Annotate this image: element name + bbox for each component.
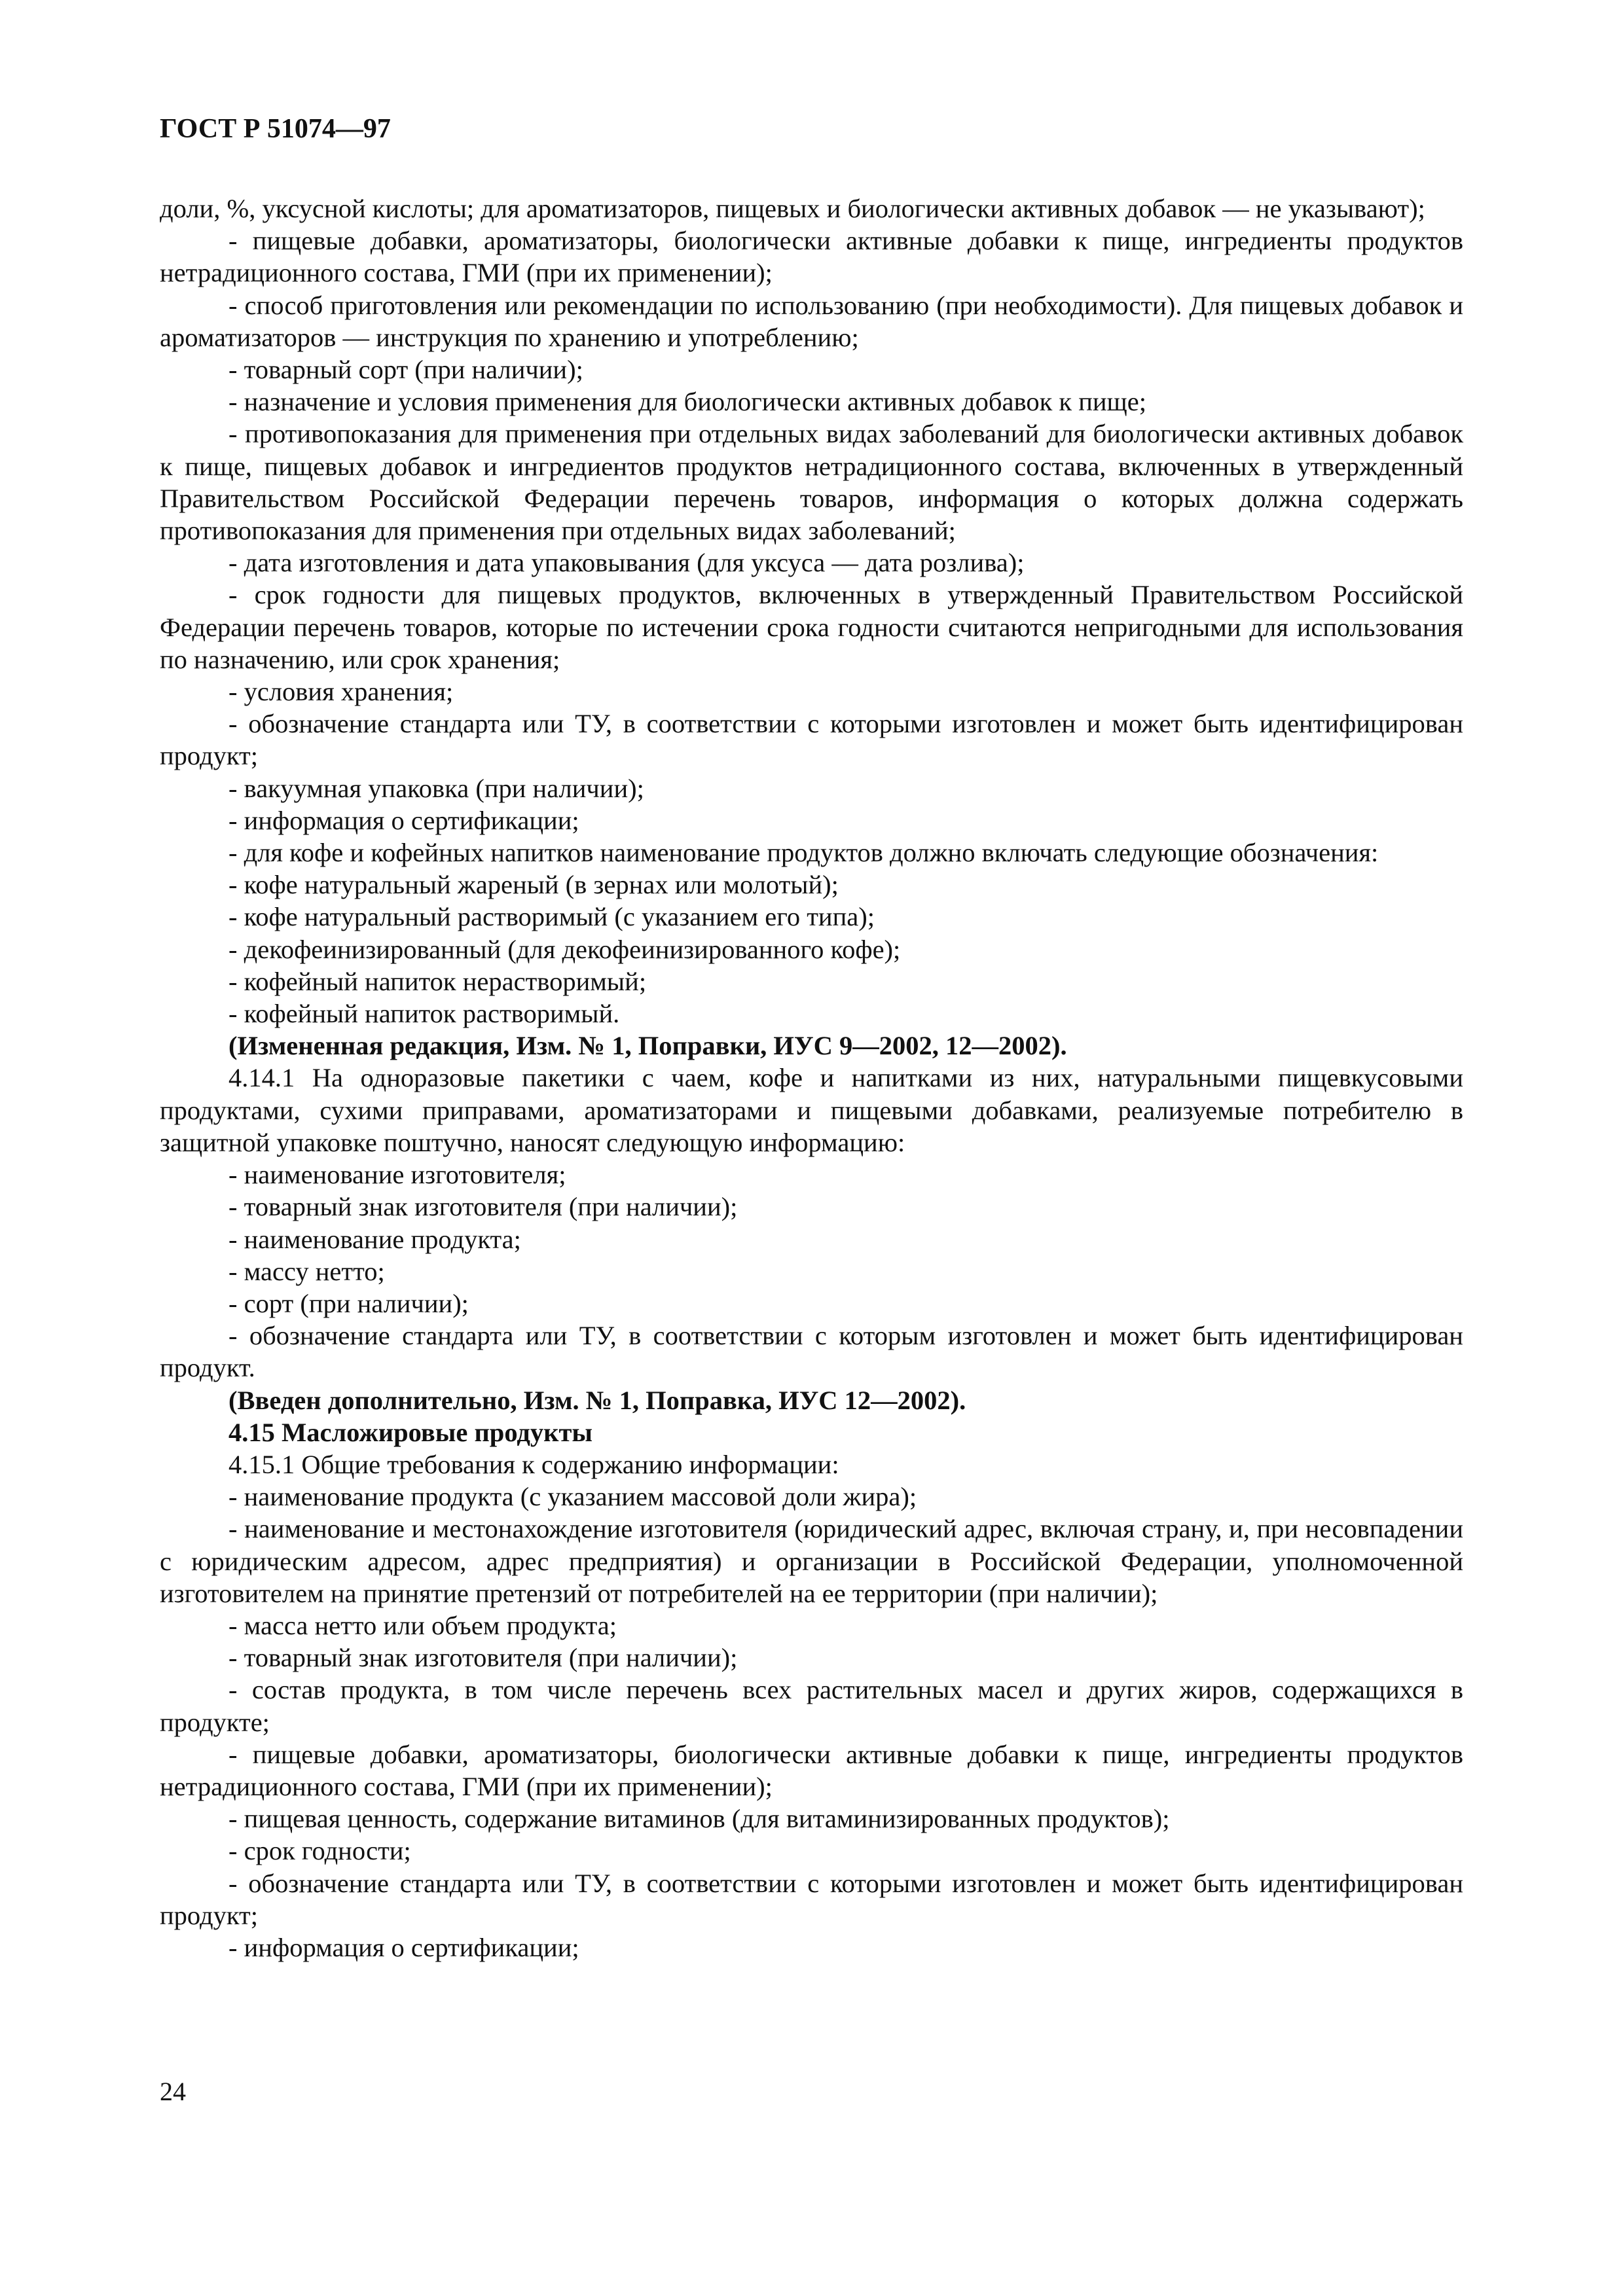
paragraph: - назначение и условия применения для биологически активных добавок к пище;: [228, 387, 1146, 417]
paragraph: (Измененная редакция, Изм. № 1, Поправки, ИУС 9—2002, 12—2002).: [228, 1031, 1067, 1061]
paragraph: - кофейный напиток нерастворимый;: [228, 966, 647, 996]
paragraph: (Введен дополнительно, Изм. № 1, Поправка, ИУС 12—2002).: [228, 1385, 966, 1415]
paragraph: - кофейный напиток растворимый.: [228, 999, 620, 1029]
paragraph: - массу нетто;: [228, 1256, 385, 1286]
paragraph: - пищевые добавки, ароматизаторы, биологически активные добавки к пище, ингредиенты продуктов нетрадиционного состава, ГМИ (при их применении);: [160, 1739, 1463, 1801]
paragraph: - пищевые добавки, ароматизаторы, биологически активные добавки к пище, ингредиенты продуктов нетрадиционного состава, ГМИ (при их применении);: [160, 226, 1463, 288]
paragraph: - наименование продукта (с указанием массовой доли жира);: [228, 1482, 917, 1512]
paragraph: - декофеинизированный (для декофеинизированного кофе);: [228, 934, 901, 964]
paragraph: - противопоказания для применения при отдельных видах заболеваний для биологически активных добавок к пище, пищевых добавок и ингредиентов продуктов нетрадиционного состава, включенных в утвержденный Правительством Российской Федерации перечень товаров, информация о которых должна содержать противопоказания для применения при отдельных видах заболеваний;: [160, 419, 1463, 546]
paragraph: - сорт (при наличии);: [228, 1288, 469, 1318]
paragraph: 4.15 Масложировые продукты: [228, 1417, 593, 1447]
paragraph: - товарный знак изготовителя (при наличии);: [228, 1192, 738, 1222]
paragraph: - наименование и местонахождение изготовителя (юридический адрес, включая страну, и, при несовпадении с юридическим адресом, адрес предприятия) и организации в Российской Федерации, уполномоченной изготовителем на принятие претензий от потребителей на ее территории (при наличии);: [160, 1514, 1463, 1608]
paragraph: - обозначение стандарта или ТУ, в соответствии с которыми изготовлен и может быть идентифицирован продукт;: [160, 1868, 1463, 1930]
paragraph: - дата изготовления и дата упаковывания (для уксуса — дата розлива);: [228, 548, 1025, 578]
paragraph: - пищевая ценность, содержание витаминов (для витаминизированных продуктов);: [228, 1804, 1170, 1834]
document-header: ГОСТ Р 51074—97: [160, 114, 391, 144]
paragraph: 4.15.1 Общие требования к содержанию информации:: [228, 1449, 839, 1479]
paragraph: - вакуумная упаковка (при наличии);: [228, 773, 644, 803]
paragraph: - условия хранения;: [228, 677, 454, 707]
paragraph: - товарный знак изготовителя (при наличии);: [228, 1643, 738, 1673]
document-body: [160, 192, 1463, 1964]
paragraph: доли, %, уксусной кислоты; для ароматизаторов, пищевых и биологически активных добавок — не указывают);: [160, 194, 1425, 223]
paragraph: - кофе натуральный жареный (в зернах или молотый);: [228, 870, 839, 900]
paragraph: - наименование продукта;: [228, 1224, 521, 1254]
paragraph: - информация о сертификации;: [228, 1932, 579, 1962]
paragraph: - товарный сорт (при наличии);: [228, 355, 583, 385]
paragraph: - масса нетто или объем продукта;: [228, 1610, 617, 1640]
paragraph: 4.14.1 На одноразовые пакетики с чаем, кофе и напитками из них, натуральными пищевкусовыми продуктами, сухими приправами, ароматизаторами и пищевыми добавками, реализуемые потребителю в защитной упаковке поштучно, наносят следующую информацию:: [160, 1063, 1463, 1157]
paragraph: - срок годности;: [228, 1836, 411, 1866]
paragraph: - кофе натуральный растворимый (с указанием его типа);: [228, 902, 875, 932]
page-number: 24: [160, 2077, 186, 2106]
paragraph: - состав продукта, в том числе перечень всех растительных масел и других жиров, содержащихся в продукте;: [160, 1675, 1463, 1737]
paragraph: - наименование изготовителя;: [228, 1160, 566, 1190]
paragraph: - обозначение стандарта или ТУ, в соответствии с которым изготовлен и может быть идентифицирован продукт.: [160, 1321, 1463, 1383]
paragraph: - обозначение стандарта или ТУ, в соответствии с которыми изготовлен и может быть идентифицирован продукт;: [160, 709, 1463, 771]
paragraph: - информация о сертификации;: [228, 805, 579, 835]
paragraph: - для кофе и кофейных напитков наименование продуктов должно включать следующие обозначения:: [228, 838, 1379, 868]
paragraph: - срок годности для пищевых продуктов, включенных в утвержденный Правительством Российской Федерации перечень товаров, которые по истечении срока годности считаются непригодными для использования по назначению, или срок хранения;: [160, 580, 1463, 674]
paragraph: - способ приготовления или рекомендации по использованию (при необходимости). Для пищевых добавок и ароматизаторов — инструкция по хранению и употреблению;: [160, 290, 1463, 352]
